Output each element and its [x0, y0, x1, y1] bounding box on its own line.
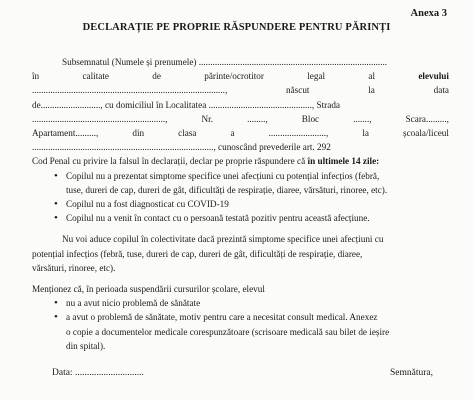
document-title: DECLARAȚIE PE PROPRIE RĂSPUNDERE PENTRU PĂRINȚI [82, 22, 391, 33]
list-item-text: din spital). [66, 340, 106, 351]
intro-line-2 [32, 69, 449, 83]
intro-word: școala/liceul [403, 128, 449, 139]
intro-word: ........, [247, 113, 268, 124]
intro-word: de [152, 71, 161, 82]
list-item: • a avut o problemă de sănătate, motiv pentru care a necesitat consult medical. Anexez [66, 310, 449, 324]
intro-line-7 [32, 140, 449, 154]
annex-label: Anexa 3 [410, 8, 447, 19]
intro-word: clasa [178, 128, 197, 139]
list-item-text: tuse, dureri de cap, dureri de gât, dificultăți de respirație, diaree, vărsături, rinoree, etc). [66, 184, 388, 195]
date-label: Data: ............................. [52, 368, 144, 378]
intro-word: ........................., [268, 128, 329, 139]
intro-word: ......., [353, 113, 372, 124]
intro-bold-14-days: în ultimele 14 zile [307, 156, 377, 167]
intro-word: la [362, 128, 369, 139]
intro-text: Subsemnatul (Numele și prenumele) .................................................................................. [62, 57, 388, 67]
signature-row [52, 368, 433, 378]
paragraph-line: vărsături, rinoree, etc). [32, 262, 116, 273]
intro-line-3 [32, 83, 449, 97]
intro-word: Scara........., [405, 113, 449, 124]
list-item-continuation [66, 339, 449, 353]
list-item: • Copilul nu a prezentat simptome specifice unei afecțiuni cu potențial infecțios (febră, [66, 169, 449, 183]
paragraph-line: Menționez că, în perioada suspendării cursurilor școlare, elevul [32, 284, 265, 295]
declaration-body [32, 55, 449, 353]
intro-colon: : [376, 156, 380, 167]
intro-word: al [368, 71, 376, 82]
list-item: • Copilul nu a venit în contact cu o persoană testată pozitiv pentru această afecțiune. [66, 211, 449, 225]
intro-word: născut [286, 85, 310, 96]
intro-line-1 [32, 55, 449, 69]
intro-word: .........................................................., [32, 113, 168, 124]
spacer [32, 275, 449, 282]
intro-word: Nr. [201, 113, 214, 124]
intro-word: Bloc [301, 113, 320, 124]
intro-text: de.........................., cu domiciliul în Localitatea ............................................., Strada [32, 99, 340, 110]
intro-word: în [32, 71, 40, 82]
intro-word: ...................................................................................., [32, 85, 228, 96]
list-item: • Copilul nu a fost diagnosticat cu COVID-19 [66, 197, 449, 211]
intro-line-6 [32, 126, 449, 140]
list-item-continuation [66, 183, 449, 197]
paragraph-line: potențial infecțios (febră, tuse, dureri de cap, dureri de gât, dificultăți de respirație, diaree, [32, 248, 363, 259]
signature-label: Semnătura, [389, 368, 433, 378]
intro-word: legal [307, 71, 326, 82]
intro-word: data [433, 85, 449, 96]
paragraph-line: Nu voi aduce copilul în colectivitate dacă prezintă simptome specifice unei afecțiuni cu [62, 234, 384, 245]
intro-word: părinte/ocrotitor [204, 71, 264, 82]
intro-line-5 [32, 112, 449, 126]
health-bullets [32, 296, 449, 353]
list-item-text: o copie a documentelor medicale corespunzătoare (scrisoare medicală sau bilet de ieșire [66, 326, 390, 337]
intro-word-elevului: elevului [418, 71, 449, 82]
spacer [32, 225, 449, 232]
intro-word: Apartament........., [32, 128, 99, 139]
intro-line-8 [32, 154, 449, 168]
intro-word: din [132, 128, 145, 139]
intro-line-4 [32, 98, 449, 112]
intro-word: la [368, 85, 375, 96]
symptom-bullets [32, 169, 449, 226]
intro-word: a [230, 128, 235, 139]
intro-word: calitate [82, 71, 109, 82]
intro-text: ..............................................................................., cunoscând prevederile art. 292 [32, 142, 331, 153]
list-item-continuation [66, 325, 449, 339]
intro-text: Cod Penal cu privire la falsul în declarații, declar pe proprie răspundere că [32, 156, 306, 167]
list-item: • nu a avut nicio problemă de sănătate [66, 296, 449, 310]
